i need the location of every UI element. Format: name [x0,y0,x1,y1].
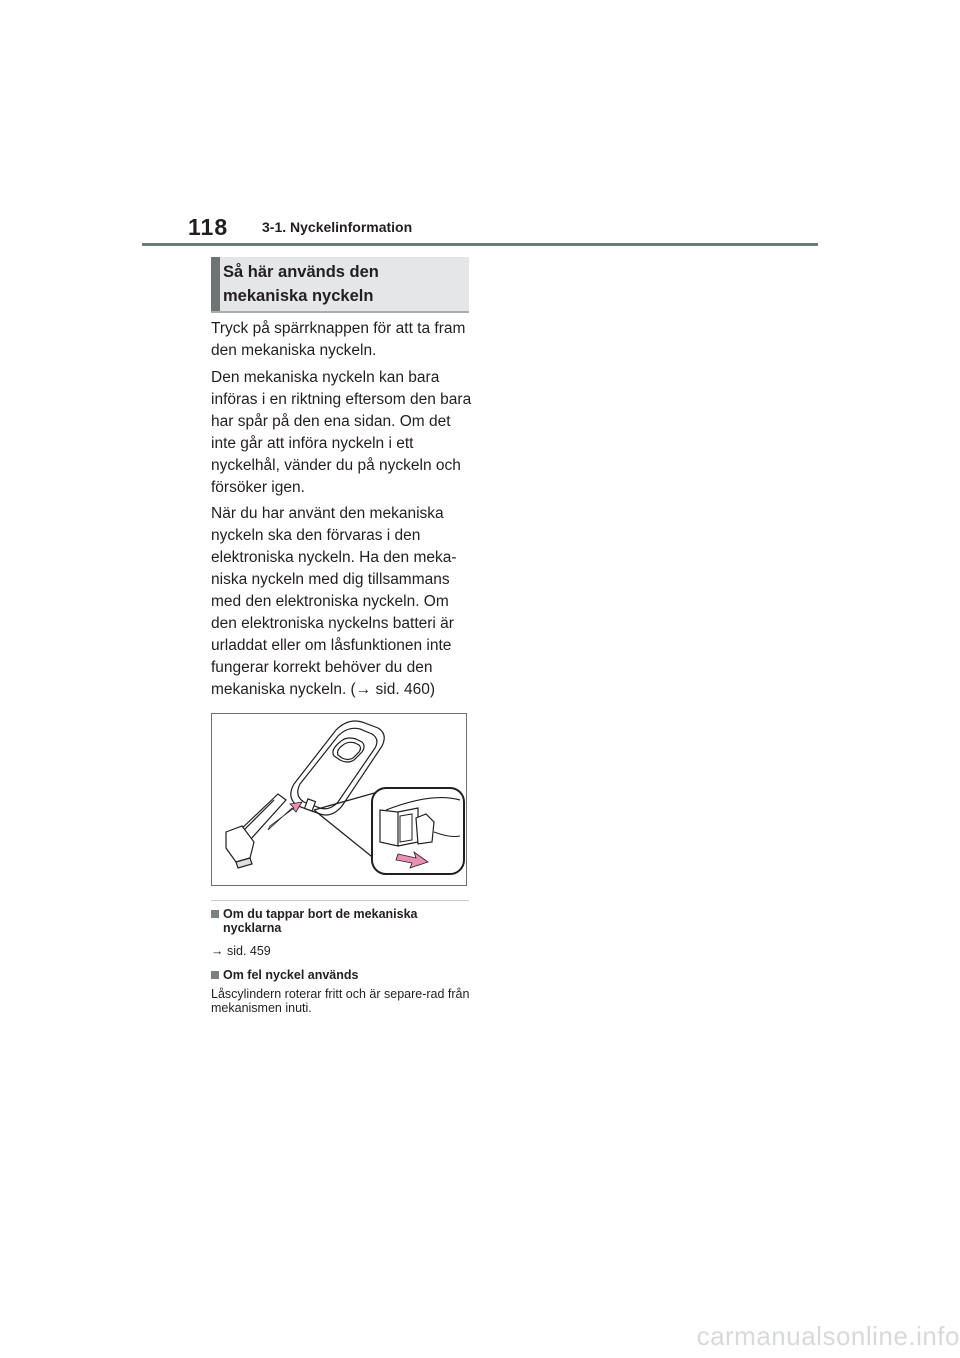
mechanical-key-icon [226,794,286,868]
note-body: → sid. 459 [211,944,271,958]
mechanical-key-diagram [212,714,467,886]
key-fob-icon [291,721,384,815]
body-paragraph: Tryck på spärrknappen för att ta fram den mekaniska nyckeln. [211,320,466,359]
zoom-detail [372,788,464,874]
note-body: Låscylindern roterar fritt och är separe-rad från mekanismen inuti. [211,987,470,1015]
section-heading [211,257,469,313]
key-illustration [211,713,467,886]
note-title: Om fel nyckel används [211,968,473,982]
section-title: 3-1. Nyckelinformation [262,219,413,235]
heading-accent-bar [211,257,220,311]
header-divider [142,243,818,246]
body-paragraph: När du har använt den mekaniska nyckeln ska den förvaras i den elektroniska nyckeln. Ha den meka-niska nyckeln med dig tillsammans med den elektroniska nyckeln. Om den elektroniska nyckelns batteri är urladdat eller om låsfunktionen inte fungerar korrekt behöver du den mekaniska nyckeln. (→ sid. 460) [211,505,457,698]
section-divider [211,900,469,901]
page-number: 118 [188,214,229,240]
note-title: Om du tappar bort de mekaniska nycklarna [211,907,473,935]
heading-title: Så här används den mekaniska nyckeln [223,263,379,305]
watermark: carmanualsonline.info [696,1321,960,1351]
bullet-square-icon [211,971,219,979]
body-paragraph: Den mekaniska nyckeln kan bara införas i en riktning eftersom den bara har spår på den ena sidan. Om det inte går att införa nyckeln i ett nyckelhål, vänder du på nyckeln och försöker igen. [211,369,472,496]
bullet-square-icon [211,910,219,918]
